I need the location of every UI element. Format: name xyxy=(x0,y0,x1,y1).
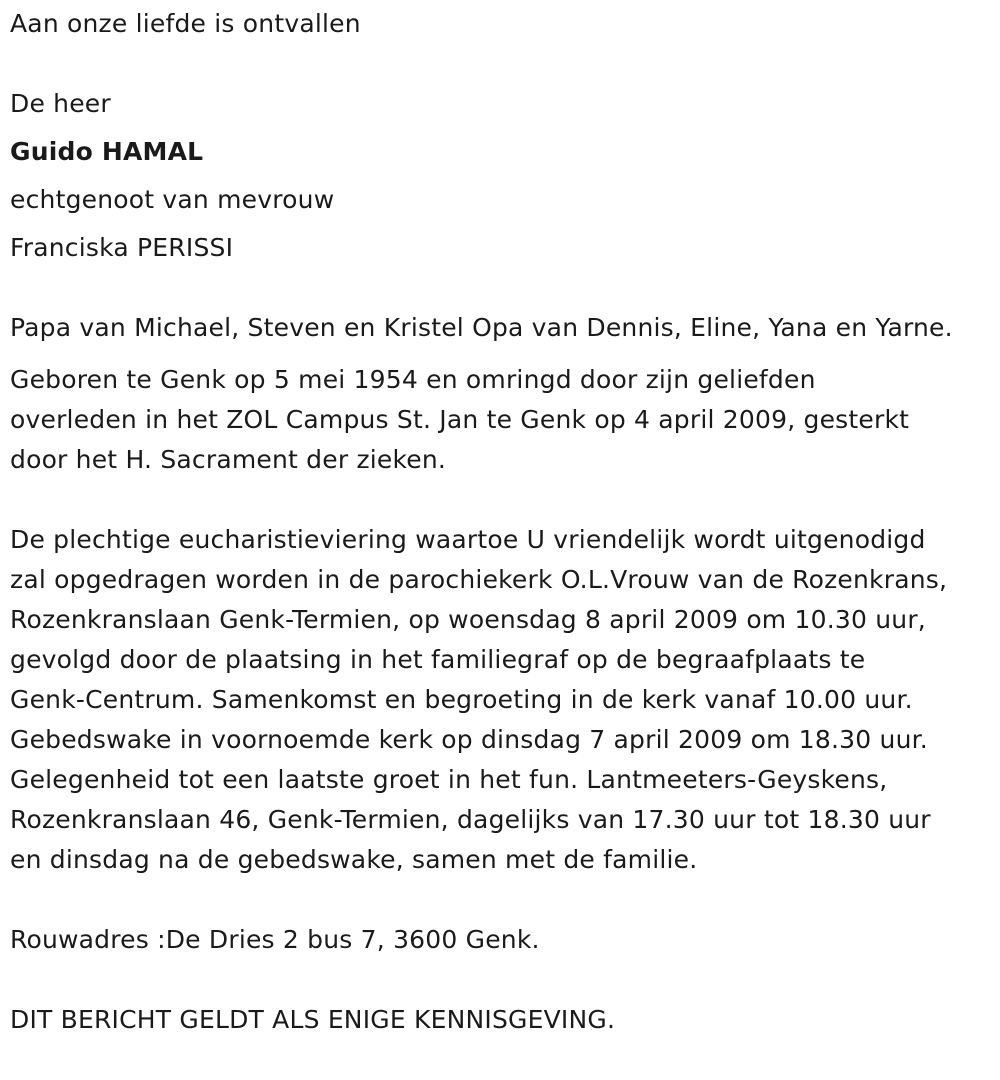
spacer xyxy=(10,960,990,1000)
deceased-name: Guido HAMAL xyxy=(10,137,204,166)
intro-text: Aan onze liefde is ontvallen xyxy=(10,9,361,38)
address-block xyxy=(10,920,990,960)
paragraph-line: zal opgedragen worden in de parochiekerk O.L.Vrouw van de Rozenkrans, xyxy=(10,565,948,594)
paragraph-line: Rozenkranslaan Genk-Termien, op woensdag 8 april 2009 om 10.30 uur, xyxy=(10,605,926,634)
death-notice xyxy=(10,0,990,1040)
paragraph-line: De plechtige eucharistieviering waartoe U vriendelijk wordt uitgenodigd xyxy=(10,525,926,554)
paragraph-line: en dinsdag na de gebedswake, samen met de familie. xyxy=(10,845,698,874)
title-prefix: De heer xyxy=(10,89,111,118)
paragraph-line: door het H. Sacrament der zieken. xyxy=(10,445,447,474)
paragraph-line: Gebedswake in voornoemde kerk op dinsdag 7 april 2009 om 18.30 uur. xyxy=(10,725,928,754)
paragraph-line: Rozenkranslaan 46, Genk-Termien, dagelijks van 17.30 uur tot 18.30 uur xyxy=(10,805,931,834)
spacer xyxy=(10,880,990,920)
spacer xyxy=(10,352,990,360)
paragraph-line: Gelegenheid tot een laatste groet in het fun. Lantmeeters-Geyskens, xyxy=(10,765,888,794)
birth-death-paragraph xyxy=(10,360,990,480)
spacer xyxy=(10,48,990,80)
spouse-label: echtgenoot van mevrouw xyxy=(10,185,335,214)
paragraph-line: Geboren te Genk op 5 mei 1954 en omringd door zijn geliefden xyxy=(10,365,816,394)
closing-block xyxy=(10,1000,990,1040)
spacer xyxy=(10,480,990,520)
paragraph-line: gevolgd door de plaatsing in het familiegraf op de begraafplaats te xyxy=(10,645,866,674)
family-text: Papa van Michael, Steven en Kristel Opa van Dennis, Eline, Yana en Yarne. xyxy=(10,313,953,342)
spacer xyxy=(10,272,990,304)
paragraph-line: Genk-Centrum. Samenkomst en begroeting in de kerk vanaf 10.00 uur. xyxy=(10,685,913,714)
closing-statement: DIT BERICHT GELDT ALS ENIGE KENNISGEVING. xyxy=(10,1005,616,1034)
spouse-name: Franciska PERISSI xyxy=(10,233,234,262)
paragraph-line: overleden in het ZOL Campus St. Jan te Genk op 4 april 2009, gesterkt xyxy=(10,405,910,434)
mourning-address: Rouwadres :De Dries 2 bus 7, 3600 Genk. xyxy=(10,925,540,954)
ceremony-paragraph xyxy=(10,520,990,880)
